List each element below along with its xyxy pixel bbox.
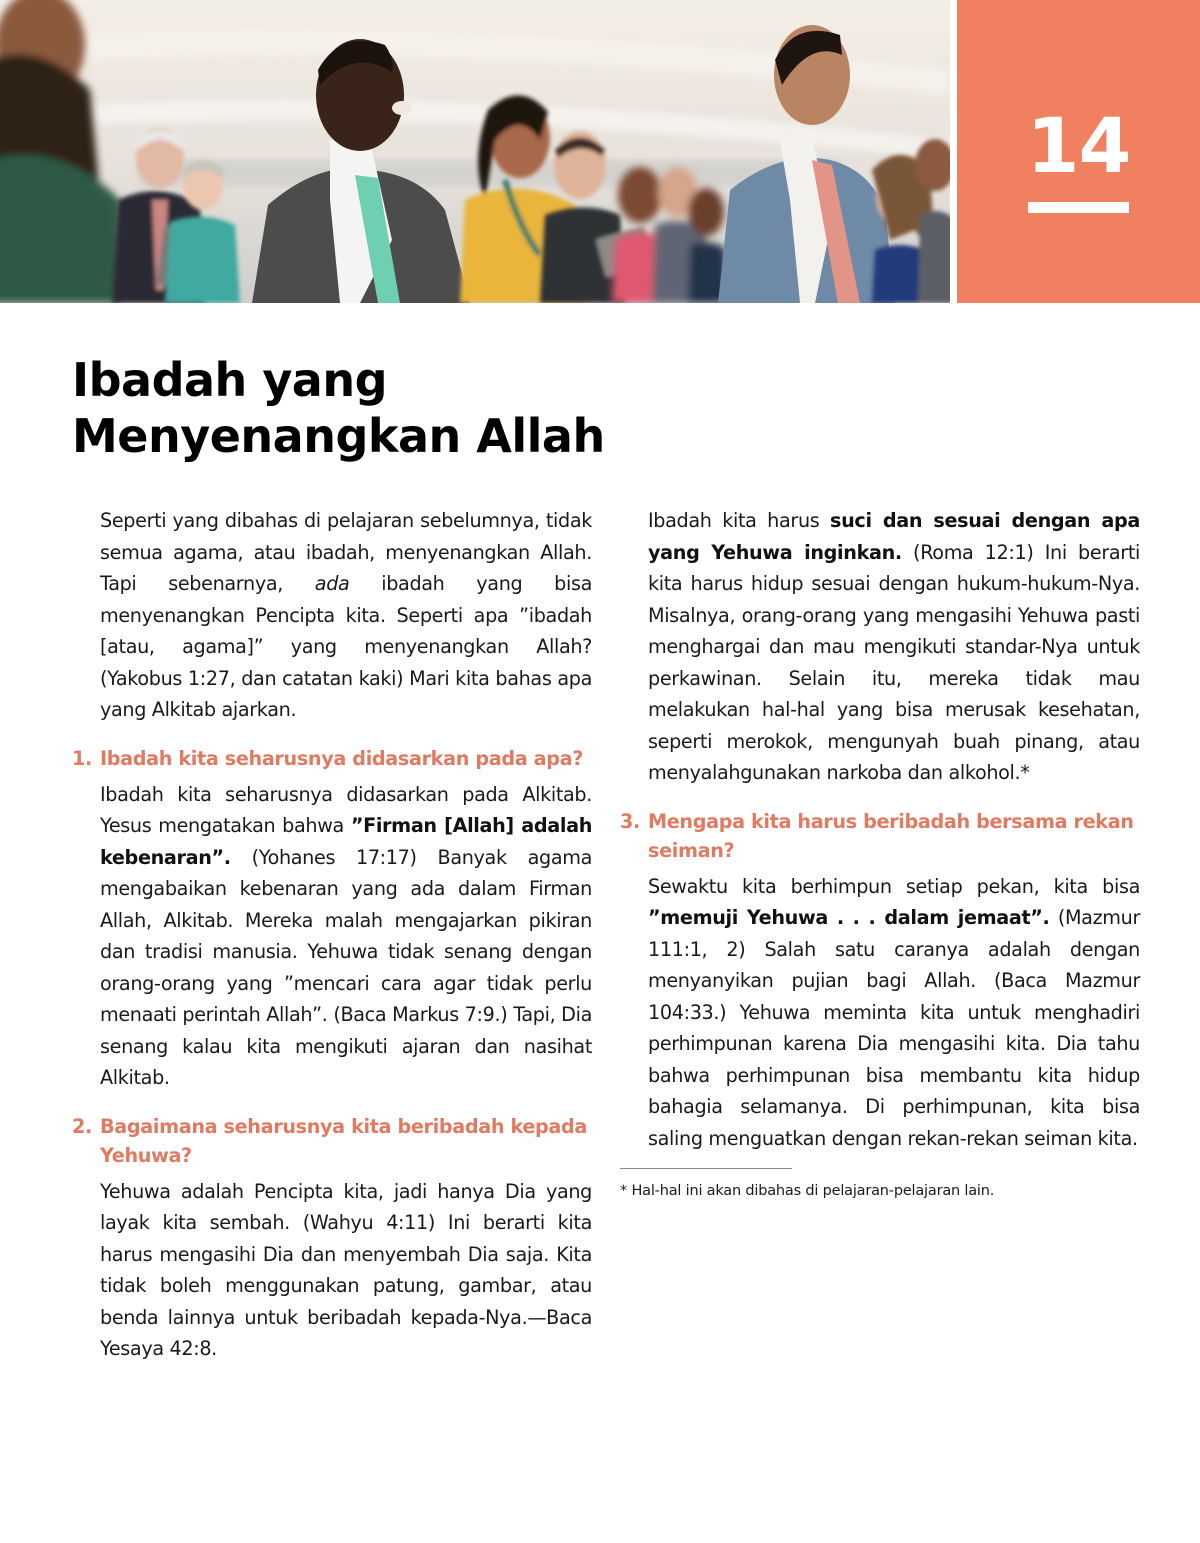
answer-2-cont-bold: suci dan sesuai dengan apa yang Yehuwa inginkan.	[648, 509, 1140, 564]
page-title	[72, 352, 632, 464]
question-1-number: 1.	[72, 746, 92, 770]
question-2-text: Bagaimana seharusnya kita beribadah kepada Yehuwa?	[100, 1114, 587, 1167]
answer-1-text-b: (Yohanes 17:17) Banyak agama mengabaikan kebenaran yang ada dalam Firman Allah, Alkitab. Mereka malah mengajarkan pikiran dan tradisi manusia. Yehuwa tidak senang dengan orang-orang yang ”mencari cara agar tidak perlu menaati perintah Allah”. (Baca Markus 7:9.) Tapi, Dia senang kalau kita mengikuti ajaran dan nasihat Alkitab.	[100, 845, 592, 1089]
footnote: * Hal-hal ini akan dibahas di pelajaran-pelajaran lain.	[620, 1183, 995, 1199]
question-1	[72, 744, 592, 773]
congregation-singing-illustration	[0, 0, 950, 303]
answer-1-bold: ”Firman [Allah] adalah kebenaran”.	[100, 814, 593, 869]
question-2-number: 2.	[72, 1114, 92, 1138]
lesson-number: 14	[1026, 101, 1131, 190]
question-3-number: 3.	[620, 809, 640, 833]
header-photo	[0, 0, 950, 303]
answer-3	[648, 871, 1140, 1155]
intro-italic: ada	[314, 572, 350, 595]
answer-2-cont-text-b: (Roma 12:1) Ini berarti kita harus hidup sesuai dengan hukum-hukum-Nya. Misalnya, orang-orang yang mengasihi Yehuwa pasti menghargai dan mau mengikuti standar-Nya untuk perkawinan. Selain itu, mereka tidak mau melakukan hal-hal yang bisa merusak kesehatan, seperti merokok, mengunyah buah pinang, atau menyalahgunakan narkoba dan alkohol.*	[648, 540, 1140, 784]
intro-paragraph	[100, 505, 592, 726]
left-column	[72, 505, 592, 1365]
answer-2-continued	[648, 505, 1140, 789]
answer-2: Yehuwa adalah Pencipta kita, jadi hanya Dia yang layak kita sembah. (Wahyu 4:11) Ini berarti kita harus mengasihi Dia dan menyembah Dia saja. Kita tidak boleh menggunakan patung, gambar, atau benda lainnya untuk beribadah kepada-Nya.—Baca Yesaya 42:8.	[100, 1179, 592, 1360]
lesson-number-block	[957, 0, 1200, 303]
answer-1-text-a: Ibadah kita seharusnya didasarkan pada Alkitab. Yesus mengatakan bahwa	[100, 782, 592, 837]
footnote-divider	[620, 1168, 792, 1169]
page-title-line1: Ibadah yang	[72, 353, 388, 407]
question-3-text: Mengapa kita harus beribadah bersama rekan seiman?	[648, 809, 1134, 862]
answer-2-cont-text-a: Ibadah kita harus	[648, 509, 831, 532]
question-2	[72, 1112, 592, 1170]
lesson-number-underline	[1028, 202, 1129, 213]
intro-text-a: Seperti yang dibahas di pelajaran sebelumnya, tidak semua agama, atau ibadah, menyenangkan Allah. Tapi sebenarnya,	[100, 509, 592, 595]
intro-text-b: ibadah yang bisa menyenangkan Pencipta kita. Seperti apa ”ibadah [atau, agama]” yang menyenangkan Allah? (Yakobus 1:27, dan catatan kaki) Mari kita bahas apa yang Alkitab ajarkan.	[100, 572, 592, 721]
answer-3-text-b: (Mazmur 111:1, 2) Salah satu caranya adalah dengan menyanyikan pujian bagi Allah. (Baca Mazmur 104:33.) Yehuwa meminta kita untuk menghadiri perhimpunan karena Dia mengasihi kita. Dia tahu bahwa perhimpunan bisa membantu kita hidup bahagia selamanya. Di perhimpunan, kita bisa saling menguatkan dengan rekan-rekan seiman kita.	[648, 906, 1140, 1150]
answer-1	[100, 779, 592, 1094]
right-column	[620, 505, 1140, 1201]
answer-3-text-a: Sewaktu kita berhimpun setiap pekan, kita bisa	[648, 874, 1140, 898]
question-3	[620, 807, 1140, 865]
question-1-text: Ibadah kita seharusnya didasarkan pada apa?	[100, 746, 583, 770]
answer-3-bold: ”memuji Yehuwa . . . dalam jemaat”.	[648, 906, 1050, 929]
page-title-line2: Menyenangkan Allah	[72, 409, 605, 463]
